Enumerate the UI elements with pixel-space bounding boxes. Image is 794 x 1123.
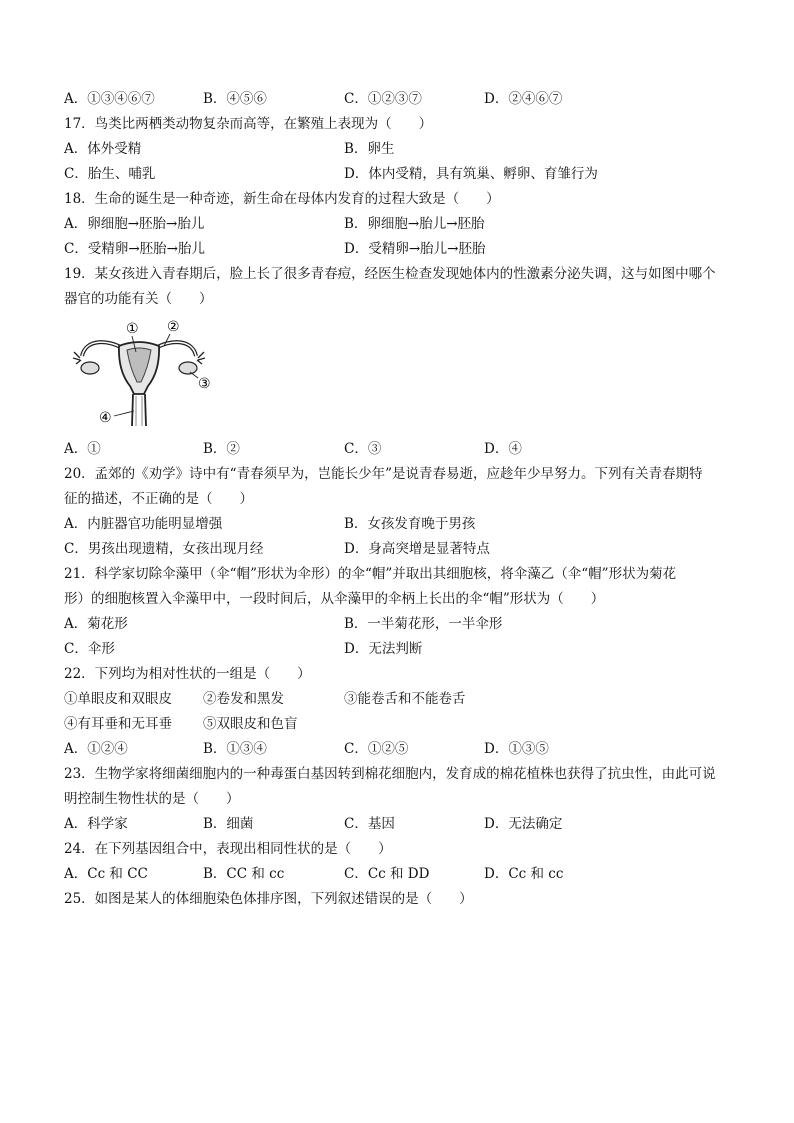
- q20-option-b[interactable]: B．女孩发育晚于男孩: [344, 516, 476, 532]
- right-ovary-shape: [179, 362, 197, 374]
- q24-stem: 24．在下列基因组合中，表现出相同性状的是（ ）: [64, 841, 392, 857]
- q20-stem-line2: 征的描述，不正确的是（ ）: [64, 491, 253, 507]
- q23-option-c[interactable]: C．基因: [344, 816, 395, 832]
- q20-stem-line1: 20．孟郊的《劝学》诗中有“青春须早为，岂能长少年”是说青春易逝，应趁年少早努力。下列有关青春期特: [64, 466, 703, 482]
- q19-option-a[interactable]: A．①: [64, 441, 101, 457]
- q24-option-a[interactable]: A．Cc 和 CC: [64, 866, 148, 882]
- q24-option-b[interactable]: B．CC 和 cc: [203, 866, 285, 882]
- figure-label-4: ④: [99, 410, 112, 426]
- q16-option-c[interactable]: C．①②③⑦: [344, 91, 422, 107]
- q17-option-a[interactable]: A．体外受精: [64, 141, 142, 157]
- q22-item-4: ④有耳垂和无耳垂: [64, 716, 172, 732]
- q18-option-b[interactable]: B．卵细胞→胎儿→胚胎: [344, 216, 485, 232]
- q19-option-b[interactable]: B．②: [203, 441, 240, 457]
- q22-item-3: ③能卷舌和不能卷舌: [344, 691, 466, 707]
- figure-label-3: ③: [198, 376, 211, 392]
- q23-option-d[interactable]: D．无法确定: [484, 816, 563, 832]
- q19-option-c[interactable]: C．③: [344, 441, 382, 457]
- q17-option-c[interactable]: C．胎生、哺乳: [64, 166, 156, 182]
- q22-option-a[interactable]: A．①②④: [64, 741, 128, 757]
- q22-item-1: ①单眼皮和双眼皮: [64, 691, 172, 707]
- q22-option-d[interactable]: D．①③⑤: [484, 741, 549, 757]
- q22-stem: 22．下列均为相对性状的一组是（ ）: [64, 666, 311, 682]
- q23-option-b[interactable]: B．细菌: [203, 816, 254, 832]
- q22-item-2: ②卷发和黑发: [203, 691, 284, 707]
- q21-option-b[interactable]: B．一半菊花形，一半伞形: [344, 616, 503, 632]
- q18-option-c[interactable]: C．受精卵→胚胎→胎儿: [64, 241, 205, 257]
- q23-stem-line1: 23．生物学家将细菌细胞内的一种毒蛋白基因转到棉花细胞内，发育成的棉花植株也获得了抗虫性，由此可说: [64, 766, 716, 782]
- q25-stem: 25．如图是某人的体细胞染色体排序图，下列叙述错误的是（ ）: [64, 891, 473, 907]
- q18-option-d[interactable]: D．受精卵→胎儿→胚胎: [344, 241, 486, 257]
- q16-option-a[interactable]: A．①③④⑥⑦: [64, 91, 155, 107]
- q17-option-b[interactable]: B．卵生: [344, 141, 395, 157]
- q17-option-d[interactable]: D．体内受精，具有筑巢、孵卵、育雏行为: [344, 166, 598, 182]
- q16-option-b[interactable]: B．④⑤⑥: [203, 91, 267, 107]
- q19-stem-line2: 器官的功能有关（ ）: [64, 291, 213, 307]
- q22-option-b[interactable]: B．①③④: [203, 741, 267, 757]
- q23-option-a[interactable]: A．科学家: [64, 816, 128, 832]
- q19-option-d[interactable]: D．④: [484, 441, 522, 457]
- q20-option-d[interactable]: D．身高突增是显著特点: [344, 541, 490, 557]
- q21-option-a[interactable]: A．菊花形: [64, 616, 128, 632]
- q21-option-c[interactable]: C．伞形: [64, 641, 115, 657]
- left-ovary-shape: [81, 362, 99, 374]
- q24-option-d[interactable]: D．Cc 和 cc: [484, 866, 564, 882]
- female-reproductive-system-figure: [64, 316, 214, 428]
- q20-option-c[interactable]: C．男孩出现遗精，女孩出现月经: [64, 541, 264, 557]
- q17-stem: 17．鸟类比两栖类动物复杂而高等，在繁殖上表现为（ ）: [64, 116, 433, 132]
- q16-option-d[interactable]: D．②④⑥⑦: [484, 91, 563, 107]
- figure-label-2: ②: [167, 319, 180, 335]
- figure-label-1: ①: [126, 321, 139, 337]
- uterus-diagram: [64, 316, 214, 428]
- q18-option-a[interactable]: A．卵细胞→胚胎→胎儿: [64, 216, 205, 232]
- q21-option-d[interactable]: D．无法判断: [344, 641, 423, 657]
- q21-stem-line2: 形）的细胞核置入伞藻甲中，一段时间后，从伞藻甲的伞柄上长出的伞“帽”形状为（ ）: [64, 591, 605, 607]
- q21-stem-line1: 21．科学家切除伞藻甲（伞“帽”形状为伞形）的伞“帽”并取出其细胞核，将伞藻乙（伞“帽”形状为菊花: [64, 566, 677, 582]
- vagina-shape: [132, 394, 146, 426]
- q22-item-5: ⑤双眼皮和色盲: [203, 716, 298, 732]
- q20-option-a[interactable]: A．内脏器官功能明显增强: [64, 516, 223, 532]
- q18-stem: 18．生命的诞生是一种奇迹，新生命在母体内发育的过程大致是（ ）: [64, 191, 500, 207]
- q24-option-c[interactable]: C．Cc 和 DD: [344, 866, 430, 882]
- q23-stem-line2: 明控制生物性状的是（ ）: [64, 791, 240, 807]
- q19-stem-line1: 19．某女孩进入青春期后，脸上长了很多青春痘，经医生检查发现她体内的性激素分泌失调，这与如图中哪个: [64, 266, 716, 282]
- q22-option-c[interactable]: C．①②⑤: [344, 741, 409, 757]
